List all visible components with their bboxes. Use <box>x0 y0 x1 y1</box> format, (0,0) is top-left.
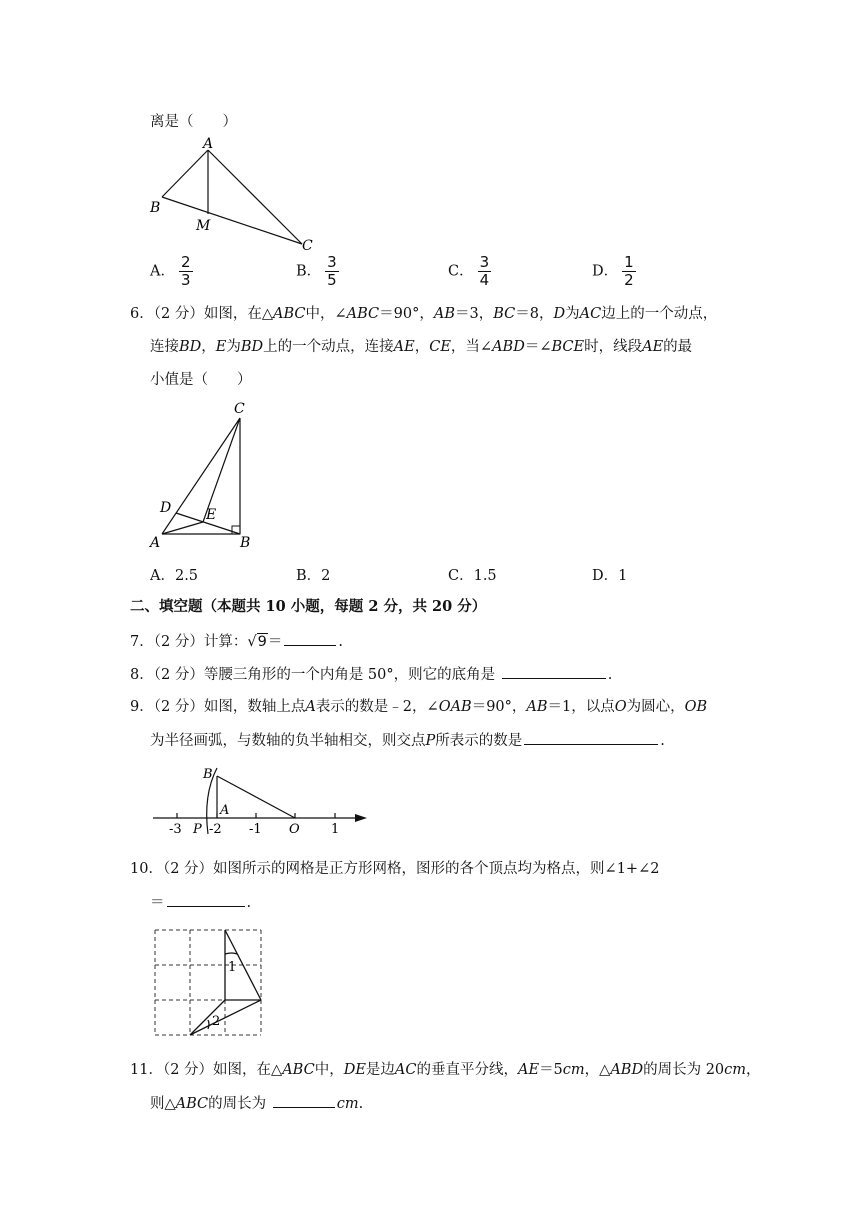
q5-option-b[interactable]: B． $\frac{3}{5}$ <box>296 253 337 289</box>
q7-answer-blank[interactable] <box>284 631 336 646</box>
q10-angle-2-label: 2 <box>212 1014 221 1029</box>
q7-line: 7．（2 分）计算：√9＝ . <box>130 631 343 652</box>
q6-line-1: 6．（2 分）如图，在△ABC中，∠ABC＝90°，AB＝3，BC＝8，D为AC边上的一个动点， <box>130 306 718 322</box>
q8-line: 8．（2 分）等腰三角形的一个内角是 50°，则它的底角是 . <box>130 664 612 685</box>
q6-line-3: 小值是（ ） <box>150 372 252 388</box>
q6-label-a: A <box>150 535 161 551</box>
q6-label-c: C <box>234 401 245 417</box>
q9-number-line-figure <box>145 760 375 838</box>
q9-tick-neg1: -1 <box>249 822 262 837</box>
q8-answer-blank[interactable] <box>502 664 606 679</box>
q9-line-2: 为半径画弧，与数轴的负半轴相交，则交点P所表示的数是 . <box>150 730 665 751</box>
q6-label-b: B <box>240 535 251 551</box>
q5-option-a[interactable]: A． $\frac{2}{3}$ <box>150 253 191 289</box>
q5-text-tail: 离是（ ） <box>150 114 237 130</box>
q9-tick-neg3: -3 <box>169 822 182 837</box>
q5-label-b: B <box>150 200 161 216</box>
q11-line-1: 11．（2 分）如图，在△ABC中，DE是边AC的垂直平分线，AE＝5cm，△ABD的周长为 20cm， <box>130 1062 761 1078</box>
q10-line-2: ＝ . <box>150 892 251 913</box>
q6-label-e: E <box>206 507 217 523</box>
q9-tick-1: 1 <box>331 822 340 837</box>
q6-figure <box>140 396 270 552</box>
q5-option-c[interactable]: C． $\frac{3}{4}$ <box>448 253 490 289</box>
q5-option-d[interactable]: D． $\frac{1}{2}$ <box>592 253 634 289</box>
q6-option-c[interactable]: C．1.5 <box>448 568 497 584</box>
q11-line-2: 则△ABC的周长为 cm. <box>150 1093 363 1114</box>
q9-label-a: A <box>220 803 230 818</box>
q9-label-b: B <box>203 767 213 782</box>
q11-answer-blank[interactable] <box>273 1093 335 1108</box>
q9-line-1: 9．（2 分）如图，数轴上点A表示的数是﹣2，∠OAB＝90°，AB＝1，以点O为圆心，OB <box>130 699 708 715</box>
q5-figure <box>140 132 330 252</box>
q9-label-p: P <box>193 822 202 837</box>
q9-answer-blank[interactable] <box>524 730 658 745</box>
q5-label-m: M <box>196 218 211 234</box>
q6-option-a[interactable]: A．2.5 <box>150 568 199 584</box>
q6-label-d: D <box>160 500 172 516</box>
q10-answer-blank[interactable] <box>167 892 245 907</box>
section-heading-fill-in: 二、填空题（本题共 10 小题，每题 2 分，共 20 分） <box>130 598 487 615</box>
q6-option-b[interactable]: B．2 <box>296 568 331 584</box>
q6-option-d[interactable]: D．1 <box>592 568 628 584</box>
q9-tick-neg2: -2 <box>209 822 222 837</box>
q5-label-a: A <box>203 136 214 152</box>
q10-grid-figure <box>150 924 270 1042</box>
q5-label-c: C <box>302 238 313 252</box>
q9-label-o: O <box>289 822 300 837</box>
q6-line-2: 连接BD，E为BD上的一个动点，连接AE，CE，当∠ABD＝∠BCE时，线段AE的最 <box>150 339 693 355</box>
q10-angle-1-label: 1 <box>228 960 237 975</box>
sqrt-symbol: √9 <box>247 634 267 650</box>
q10-line-1: 10．（2 分）如图所示的网格是正方形网格，图形的各个顶点均为格点，则∠1+∠2 <box>130 861 660 877</box>
